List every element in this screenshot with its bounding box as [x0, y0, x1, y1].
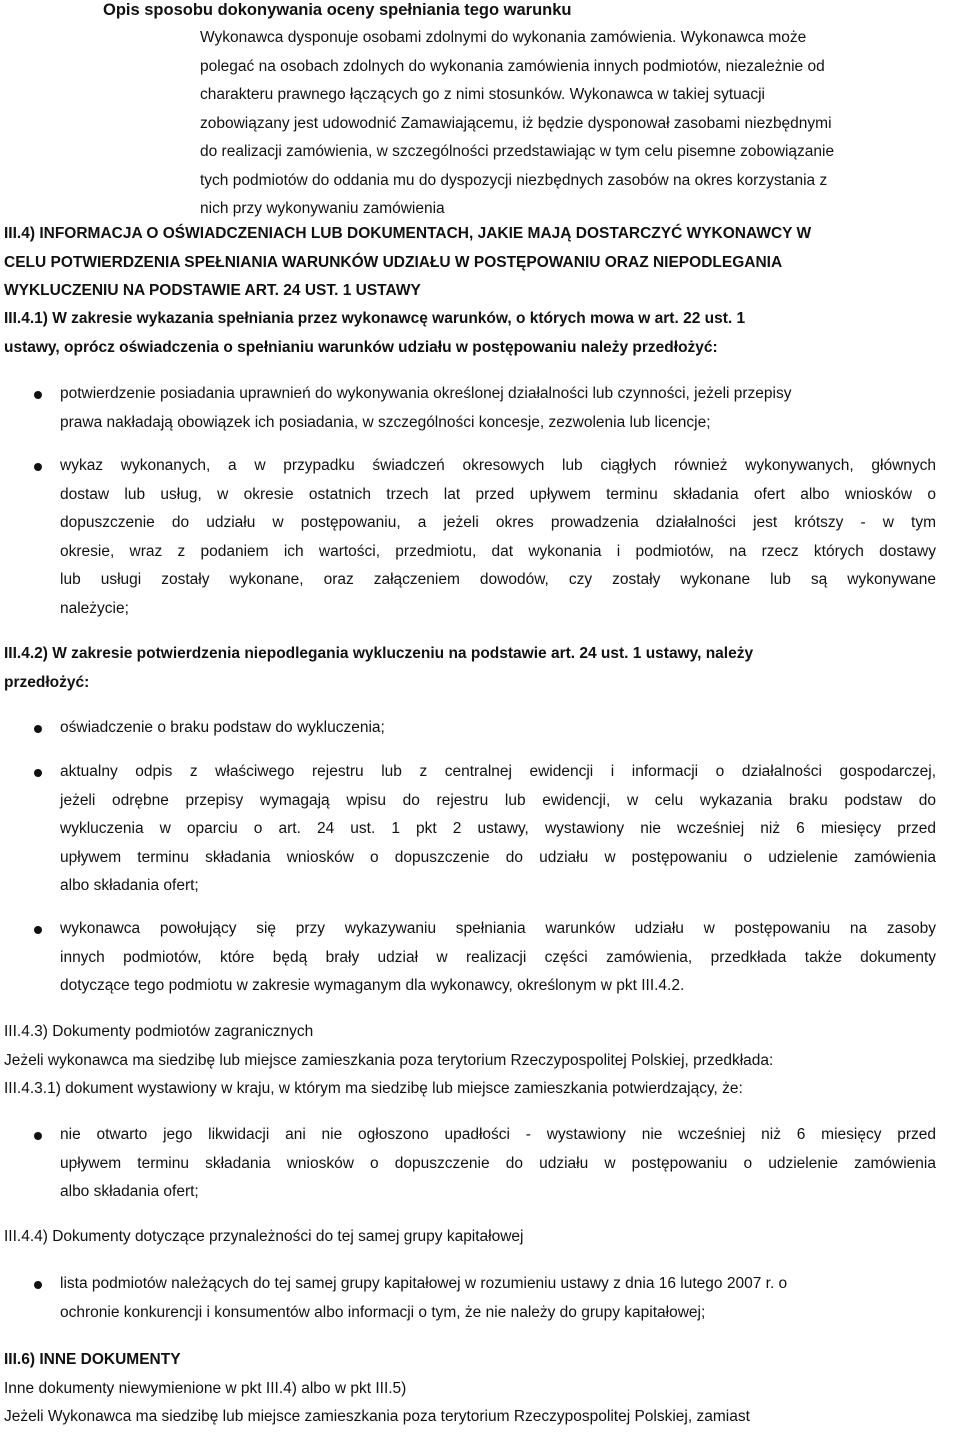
text-line: wykonawca powołujący się przy wykazywaniu spełniania warunków udziału w postępowaniu na zasoby	[60, 920, 936, 937]
text-line: wykluczenia w oparciu o art. 24 ust. 1 pkt 2 ustawy, wystawiony nie wcześniej niż 6 miesięcy przed	[60, 820, 936, 837]
text-line: III.4.3.1) dokument wystawiony w kraju, w którym ma siedzibę lub miejsce zamieszkania potwierdzający, że:	[4, 1080, 743, 1097]
text-line: upływem terminu składania wniosków o dopuszczenie do udziału w postępowaniu o udzielenie zamówienia	[60, 1154, 936, 1172]
section-heading-iii41	[4, 305, 956, 362]
text-line: jeżeli odrębne przepisy wymagają wpisu do rejestru lub ewidencji, w celu wykazania braku podstaw do	[60, 791, 936, 809]
text-line: lista podmiotów należących do tej samej grupy kapitałowej w rozumieniu ustawy z dnia 16 lutego 2007 r. o	[60, 1275, 788, 1292]
text-line: nich przy wykonywaniu zamówienia	[200, 200, 445, 217]
bullet-icon	[34, 926, 42, 934]
heading-line: ustawy, oprócz oświadczenia o spełnianiu warunków udziału w postępowaniu należy przedłożyć:	[4, 338, 718, 356]
list-item	[4, 714, 936, 743]
heading-line: przedłożyć:	[4, 673, 90, 691]
section-heading-iii6: III.6) INNE DOKUMENTY	[4, 1351, 181, 1368]
list-item	[4, 1121, 936, 1207]
text-line: dopuszczenie do udziału w postępowaniu, a jeżeli okres prowadzenia działalności jest krótszy - w tym	[60, 514, 936, 531]
bullet-icon	[34, 463, 42, 471]
bullet-list-iii41-b	[4, 452, 936, 623]
text-line: Jeżeli wykonawca ma siedzibę lub miejsce zamieszkania poza terytorium Rzeczypospolitej Polskiej, przedkłada:	[4, 1051, 774, 1069]
bullet-icon	[34, 1132, 42, 1140]
text-line: do realizacji zamówienia, w szczególności przedstawiając w tym celu pisemne zobowiązanie	[200, 143, 835, 160]
text-line: albo składania ofert;	[60, 877, 199, 894]
section-iii44-text	[4, 1223, 956, 1252]
bullet-icon	[34, 1281, 42, 1289]
criteria-text	[200, 24, 956, 224]
text-line: innych podmiotów, które będą brały udział w realizacji części zamówienia, przedkłada także dokumenty	[60, 948, 936, 966]
text-line: zobowiązany jest udowodnić Zamawiającemu, iż będzie dysponował zasobami niezbędnymi	[200, 114, 832, 132]
section-iii6	[4, 1346, 956, 1432]
subsection-title: III.4.3) Dokumenty podmiotów zagranicznych	[4, 1023, 314, 1040]
text-line: należycie;	[60, 599, 129, 617]
text-line: charakteru prawnego łączących go z nimi stosunków. Wykonawca w takiej sytuacji	[200, 86, 766, 103]
text-line: prawa nakładają obowiązek ich posiadania, w szczególności koncesje, zezwolenia lub licencje;	[60, 413, 711, 431]
text-line: Wykonawca dysponuje osobami zdolnymi do wykonania zamówienia. Wykonawca może	[200, 29, 807, 46]
text-line: ochronie konkurencji i konsumentów albo informacji o tym, że nie należy do grupy kapitałowej;	[60, 1303, 706, 1321]
bullet-icon	[34, 769, 42, 777]
list-item	[4, 380, 936, 437]
list-item	[4, 452, 936, 623]
bullet-list-iii42-b	[4, 758, 936, 901]
text-line: dotyczące tego podmiotu w zakresie wymaganym dla wykonawcy, określonym w pkt III.4.2.	[60, 977, 685, 994]
bullet-icon	[34, 725, 42, 733]
text-line: lub usługi zostały wykonane, oraz załączeniem dowodów, czy zostały wykonane lub są wykonywane	[60, 571, 936, 588]
bullet-list-iii42-a	[4, 714, 936, 743]
text-line: Inne dokumenty niewymienione w pkt III.4) albo w pkt III.5)	[4, 1379, 407, 1397]
text-line: polegać na osobach zdolnych do wykonania zamówienia innych podmiotów, niezależnie od	[200, 57, 825, 75]
list-item	[4, 758, 936, 901]
criteria-title: Opis sposobu dokonywania oceny spełniania tego warunku	[103, 1, 572, 19]
text-line: tych podmiotów do oddania mu do dyspozycji niezbędnych zasobów na okres korzystania z	[200, 171, 828, 189]
heading-line: III.4.1) W zakresie wykazania spełniania przez wykonawcę warunków, o których mowa w art. 22 ust. 1	[4, 310, 746, 327]
bullet-list-iii42-c	[4, 915, 936, 1001]
bullet-list-iii41	[4, 380, 936, 437]
section-heading-iii42	[4, 640, 956, 697]
list-item	[4, 915, 936, 1001]
text-line: aktualny odpis z właściwego rejestru lub z centralnej ewidencji i informacji o działalności gospodarczej,	[60, 763, 936, 780]
section-heading-iii4	[4, 220, 956, 306]
bullet-list-iii43	[4, 1121, 936, 1207]
text-line: wykaz wykonanych, a w przypadku świadczeń okresowych lub ciągłych również wykonywanych, głównych	[60, 457, 936, 474]
section-iii43-text	[4, 1018, 956, 1104]
text-line: upływem terminu składania wniosków o dopuszczenie do udziału w postępowaniu o udzielenie zamówienia	[60, 848, 936, 866]
bullet-list-iii44	[4, 1270, 936, 1327]
text-line: dostaw lub usług, w okresie ostatnich trzech lat przed upływem terminu składania ofert albo wniosków o	[60, 485, 936, 503]
text-line: okresie, wraz z podaniem ich wartości, przedmiotu, dat wykonania i podmiotów, na rzecz których dostawy	[60, 542, 936, 560]
text-line: albo składania ofert;	[60, 1183, 199, 1200]
text-line: Jeżeli Wykonawca ma siedzibę lub miejsce zamieszkania poza terytorium Rzeczypospolitej Polskiej, zamiast	[4, 1408, 750, 1425]
heading-line: III.4.2) W zakresie potwierdzenia niepodlegania wykluczeniu na podstawie art. 24 ust. 1 ustawy, należy	[4, 645, 754, 662]
text-line: oświadczenie o braku podstaw do wykluczenia;	[60, 719, 385, 736]
list-item	[4, 1270, 936, 1327]
heading-line: III.4) INFORMACJA O OŚWIADCZENIACH LUB DOKUMENTACH, JAKIE MAJĄ DOSTARCZYĆ WYKONAWCY W	[4, 225, 812, 242]
text-line: nie otwarto jego likwidacji ani nie ogłoszono upadłości - wystawiony nie wcześniej niż 6 miesięcy przed	[60, 1126, 936, 1143]
heading-line: WYKLUCZENIU NA PODSTAWIE ART. 24 UST. 1 USTAWY	[4, 282, 421, 299]
bullet-icon	[34, 391, 42, 399]
subsection-title: III.4.4) Dokumenty dotyczące przynależności do tej samej grupy kapitałowej	[4, 1228, 524, 1245]
heading-line: CELU POTWIERDZENIA SPEŁNIANIA WARUNKÓW UDZIAŁU W POSTĘPOWANIU ORAZ NIEPODLEGANIA	[4, 253, 783, 271]
text-line: potwierdzenie posiadania uprawnień do wykonywania określonej działalności lub czynności, jeżeli przepisy	[60, 385, 792, 402]
